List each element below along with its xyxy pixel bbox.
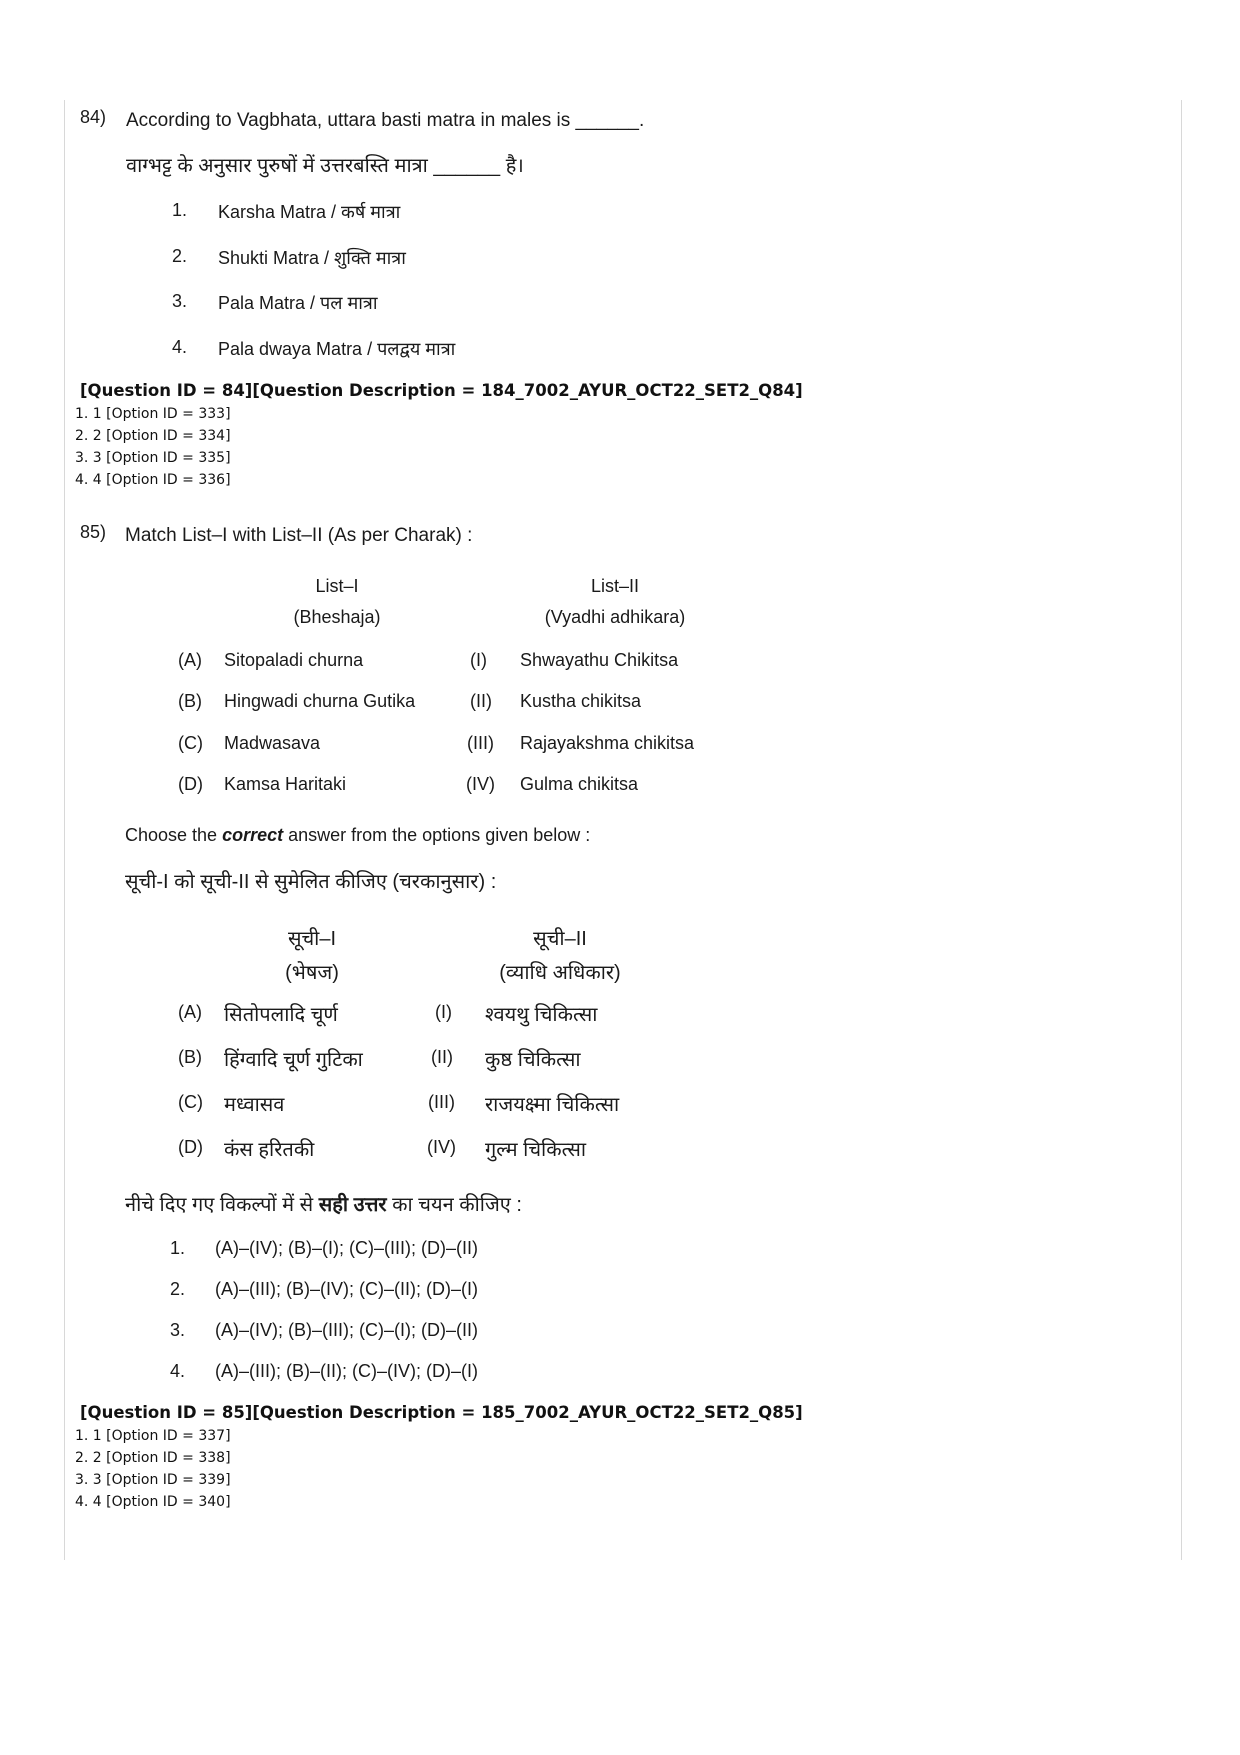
- question-text-hindi: वाग्भट्ट के अनुसार पुरुषों में उत्तरबस्ति मात्रा ______ है।: [126, 155, 524, 177]
- question-text-english: Match List–I with List–II (As per Charak) :: [125, 525, 473, 546]
- left-margin-rule: [64, 100, 65, 1560]
- row-roman: (III): [467, 733, 494, 753]
- hindi-list2-title: सूची–II: [533, 928, 587, 950]
- choose-instruction-hindi: नीचे दिए गए विकल्पों में से सही उत्तर का चयन कीजिए :: [125, 1194, 522, 1216]
- option-text: Karsha Matra / कर्ष मात्रा: [218, 202, 401, 222]
- list2-item: Gulma chikitsa: [520, 774, 639, 794]
- question-text-english: According to Vagbhata, uttara basti matra in males is ______.: [126, 110, 645, 131]
- row-roman: (II): [431, 1047, 453, 1067]
- option-id-line: 4. 4 [Option ID = 340]: [75, 1494, 231, 1510]
- list2-item: श्वयथु चिकित्सा: [485, 1004, 598, 1026]
- option-id-line: 4. 4 [Option ID = 336]: [75, 472, 231, 488]
- option-id-line: 2. 2 [Option ID = 338]: [75, 1450, 231, 1466]
- row-roman: (I): [470, 650, 487, 670]
- option-number: 2.: [172, 246, 188, 266]
- list2-item: Shwayathu Chikitsa: [520, 650, 679, 670]
- list1-item: मध्वासव: [224, 1094, 285, 1116]
- list2-item: गुल्म चिकित्सा: [485, 1139, 587, 1161]
- list2-item: Kustha chikitsa: [520, 691, 642, 711]
- question-meta: [Question ID = 85][Question Description = 185_7002_AYUR_OCT22_SET2_Q85]: [80, 1403, 803, 1422]
- hindi-list1-title: सूची–I: [287, 928, 337, 950]
- row-key: (D): [178, 1137, 203, 1157]
- option-id-line: 1. 1 [Option ID = 333]: [75, 406, 231, 422]
- row-key: (C): [178, 733, 203, 753]
- list2-subtitle: (Vyadhi adhikara): [544, 607, 686, 627]
- list1-item: Madwasava: [224, 733, 321, 753]
- list1-item: Kamsa Haritaki: [224, 774, 347, 794]
- list1-item: सितोपलादि चूर्ण: [224, 1004, 338, 1026]
- right-margin-rule: [1181, 100, 1182, 1560]
- list2-item: राजयक्ष्मा चिकित्सा: [485, 1094, 620, 1116]
- option-text: Pala Matra / पल मात्रा: [218, 293, 378, 313]
- list2-item: Rajayakshma chikitsa: [520, 733, 695, 753]
- question-number: 85): [80, 522, 107, 542]
- option-number: 1.: [170, 1238, 186, 1258]
- option-text: (A)–(IV); (B)–(III); (C)–(I); (D)–(II): [215, 1320, 478, 1340]
- option-text: (A)–(III); (B)–(IV); (C)–(II); (D)–(I): [215, 1279, 478, 1299]
- list1-item: हिंग्वादि चूर्ण गुटिका: [224, 1049, 363, 1071]
- option-number: 2.: [170, 1279, 186, 1299]
- question-meta: [Question ID = 84][Question Description = 184_7002_AYUR_OCT22_SET2_Q84]: [80, 381, 803, 400]
- option-number: 3.: [170, 1320, 186, 1340]
- list1-item: कंस हरितकी: [224, 1139, 315, 1161]
- option-id-line: 1. 1 [Option ID = 337]: [75, 1428, 231, 1444]
- row-roman: (III): [428, 1092, 455, 1112]
- list2-title: List–II: [590, 576, 640, 596]
- list1-item: Hingwadi churna Gutika: [224, 691, 416, 711]
- option-text: Pala dwaya Matra / पलद्वय मात्रा: [218, 339, 456, 359]
- option-id-line: 3. 3 [Option ID = 335]: [75, 450, 231, 466]
- list1-item: Sitopaladi churna: [224, 650, 364, 670]
- option-number: 4.: [170, 1361, 186, 1381]
- option-text: (A)–(III); (B)–(II); (C)–(IV); (D)–(I): [215, 1361, 478, 1381]
- option-number: 3.: [172, 291, 188, 311]
- row-key: (A): [178, 650, 202, 670]
- row-roman: (IV): [427, 1137, 456, 1157]
- list2-item: कुष्ठ चिकित्सा: [485, 1049, 581, 1071]
- option-number: 1.: [172, 200, 188, 220]
- option-id-line: 2. 2 [Option ID = 334]: [75, 428, 231, 444]
- row-roman: (I): [435, 1002, 452, 1022]
- row-roman: (II): [470, 691, 492, 711]
- option-text: Shukti Matra / शुक्ति मात्रा: [218, 248, 406, 268]
- choose-instruction-english: Choose the correct answer from the options given below :: [125, 825, 591, 845]
- list1-subtitle: (Bheshaja): [293, 607, 381, 627]
- row-roman: (IV): [466, 774, 495, 794]
- row-key: (B): [178, 1047, 202, 1067]
- row-key: (A): [178, 1002, 202, 1022]
- row-key: (D): [178, 774, 203, 794]
- hindi-list2-subtitle: (व्याधि अधिकार): [499, 962, 621, 984]
- row-key: (C): [178, 1092, 203, 1112]
- option-text: (A)–(IV); (B)–(I); (C)–(III); (D)–(II): [215, 1238, 478, 1258]
- row-key: (B): [178, 691, 202, 711]
- list1-title: List–I: [315, 576, 359, 596]
- question-number: 84): [80, 107, 107, 127]
- option-number: 4.: [172, 337, 188, 357]
- option-id-line: 3. 3 [Option ID = 339]: [75, 1472, 231, 1488]
- hindi-list1-subtitle: (भेषज): [285, 962, 339, 984]
- question-text-hindi: सूची-I को सूची-II से सुमेलित कीजिए (चरकानुसार) :: [125, 871, 497, 893]
